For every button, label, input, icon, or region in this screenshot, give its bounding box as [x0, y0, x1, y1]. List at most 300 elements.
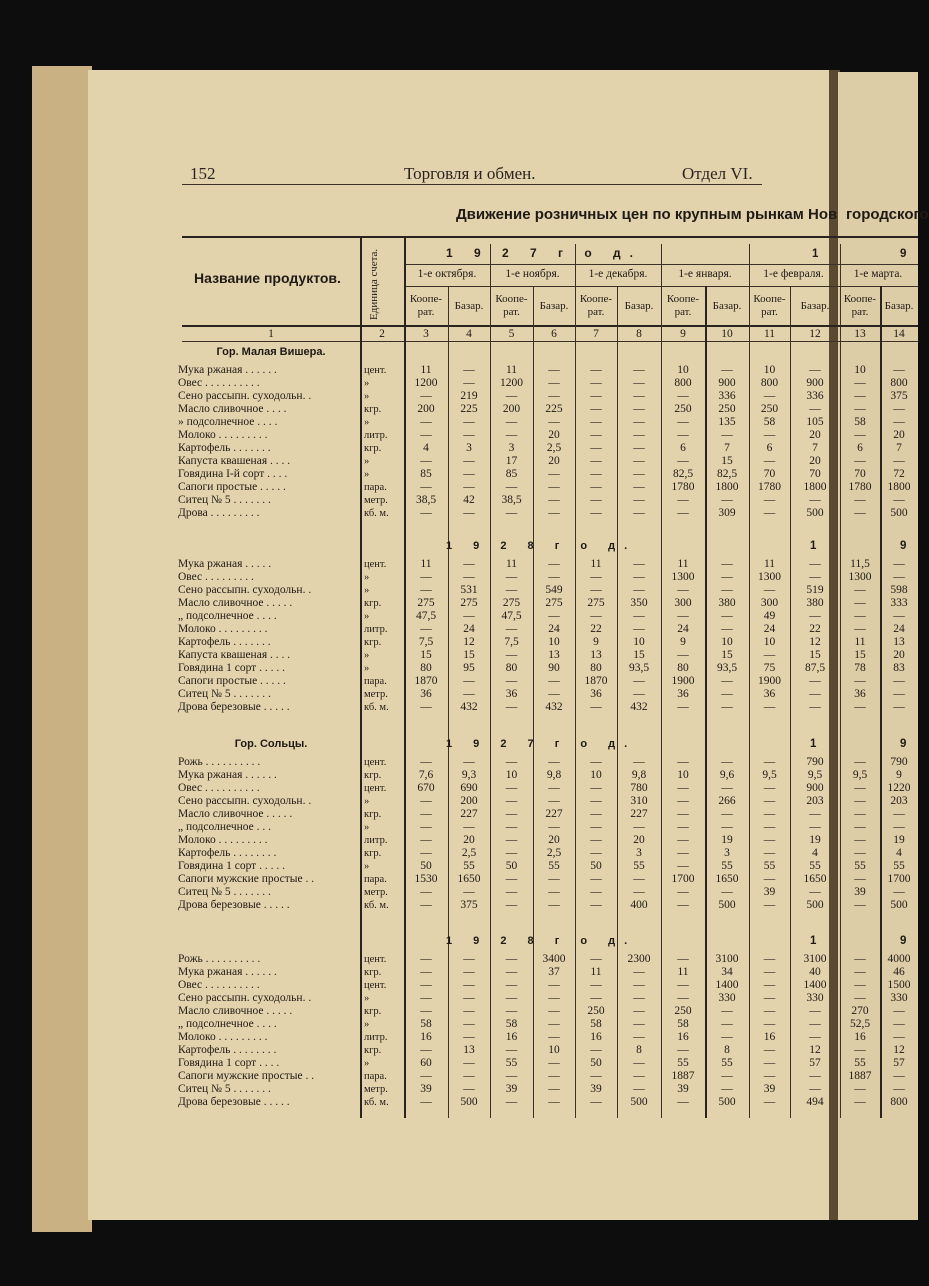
- table-cell: 330: [890, 992, 908, 1004]
- product-name: Капуста квашеная . . . .: [178, 455, 291, 467]
- table-cell: —: [420, 623, 432, 635]
- unit-cell: »: [364, 1058, 370, 1069]
- product-name: Сено рассыпн. суходольн. .: [178, 992, 312, 1004]
- table-cell: —: [763, 782, 776, 794]
- table-cell: —: [420, 571, 432, 583]
- table-cell: 80: [420, 662, 432, 674]
- table-title: Движение розничных цен по крупным рынкам Нов: [456, 206, 838, 223]
- rule-header-bottom: [182, 325, 918, 327]
- table-cell: 900: [718, 377, 736, 389]
- unit-cell: »: [364, 585, 370, 596]
- table-cell: 227: [545, 808, 563, 820]
- table-cell: 12: [809, 636, 821, 648]
- product-name: Картофель . . . . . . .: [178, 442, 271, 454]
- table-cell: —: [590, 468, 602, 480]
- table-cell: —: [763, 899, 776, 911]
- table-cell: 300: [760, 597, 779, 609]
- unit-cell: кгр.: [364, 1045, 382, 1056]
- table-cell: 3400: [542, 953, 566, 965]
- table-cell: 135: [718, 416, 736, 428]
- table-cell: —: [463, 481, 475, 493]
- product-name: Овес . . . . . . . . .: [178, 571, 254, 583]
- table-cell: 20: [463, 834, 475, 846]
- table-cell: 39: [505, 1083, 518, 1095]
- section-year-next: 9: [900, 540, 907, 552]
- table-cell: —: [463, 364, 475, 376]
- table-cell: —: [633, 1057, 645, 1069]
- table-cell: —: [677, 610, 689, 622]
- table-cell: —: [677, 992, 689, 1004]
- table-cell: 12: [809, 1044, 821, 1056]
- column-header-unit: Единица счета.: [368, 248, 380, 320]
- table-cell: 20: [893, 649, 905, 661]
- table-cell: 690: [460, 782, 478, 794]
- table-cell: 780: [630, 782, 648, 794]
- product-name: Сапоги мужские простые . .: [178, 873, 315, 885]
- month-header: 1-е декабря.: [588, 268, 648, 280]
- table-cell: —: [548, 481, 560, 493]
- table-cell: —: [633, 821, 645, 833]
- product-name: Мука ржаная . . . . .: [178, 558, 272, 570]
- table-cell: —: [633, 756, 645, 768]
- table-cell: —: [677, 795, 689, 807]
- table-cell: —: [590, 494, 602, 506]
- table-cell: 11: [505, 558, 518, 570]
- table-cell: 12: [463, 636, 475, 648]
- table-cell: —: [505, 992, 518, 1004]
- table-cell: —: [420, 847, 432, 859]
- table-cell: —: [548, 1031, 560, 1043]
- product-name: Масло сливочное . . . . .: [178, 808, 293, 820]
- table-cell: —: [854, 966, 866, 978]
- table-title-continued: городского: [846, 206, 929, 223]
- table-cell: —: [677, 701, 689, 713]
- table-cell: —: [633, 610, 645, 622]
- table-cell: 250: [760, 403, 779, 415]
- table-cell: 20: [548, 429, 560, 441]
- table-cell: —: [420, 481, 432, 493]
- table-cell: —: [763, 953, 776, 965]
- product-name: Рожь . . . . . . . . . .: [178, 953, 261, 965]
- table-cell: 60: [420, 1057, 432, 1069]
- table-cell: —: [463, 1083, 475, 1095]
- table-cell: —: [854, 494, 866, 506]
- table-cell: —: [677, 834, 689, 846]
- table-cell: —: [633, 979, 645, 991]
- table-cell: 55: [721, 1057, 733, 1069]
- table-cell: —: [633, 1083, 645, 1095]
- table-cell: —: [854, 429, 866, 441]
- unit-cell: цент.: [364, 365, 387, 376]
- table-cell: —: [548, 571, 560, 583]
- table-cell: 300: [674, 597, 692, 609]
- table-cell: —: [854, 610, 866, 622]
- table-cell: —: [463, 1018, 475, 1030]
- unit-cell: »: [364, 663, 370, 674]
- table-cell: 500: [460, 1096, 478, 1108]
- section-year: 1 9 2 8 г о д.: [446, 935, 637, 947]
- table-cell: 1650: [457, 873, 481, 885]
- table-cell: —: [633, 403, 645, 415]
- table-cell: —: [548, 494, 560, 506]
- table-cell: —: [463, 1070, 475, 1082]
- table-cell: —: [420, 992, 432, 1004]
- table-cell: 16: [854, 1031, 866, 1043]
- table-cell: —: [809, 610, 821, 622]
- table-cell: —: [548, 992, 560, 1004]
- table-cell: —: [420, 899, 432, 911]
- bazar-header: Базар.: [454, 300, 484, 312]
- table-cell: 250: [718, 403, 736, 415]
- table-cell: —: [854, 623, 866, 635]
- table-cell: 55: [893, 860, 905, 872]
- table-cell: —: [420, 390, 432, 402]
- table-cell: —: [505, 756, 518, 768]
- table-cell: 432: [545, 701, 563, 713]
- table-cell: 36: [854, 688, 866, 700]
- table-cell: 10: [677, 769, 689, 781]
- table-cell: 15: [809, 649, 821, 661]
- bazar-header: Базар.: [884, 300, 914, 312]
- month-header: 1-е января.: [678, 268, 732, 280]
- table-cell: 58: [763, 416, 776, 428]
- table-cell: 20: [893, 429, 905, 441]
- table-cell: —: [633, 992, 645, 1004]
- table-cell: —: [590, 847, 602, 859]
- table-cell: 57: [809, 1057, 821, 1069]
- table-cell: 336: [718, 390, 736, 402]
- table-cell: 55: [854, 860, 866, 872]
- table-cell: 46: [893, 966, 905, 978]
- table-cell: 83: [893, 662, 905, 674]
- table-cell: 11: [420, 558, 432, 570]
- product-name: Говядина 1 сорт . . . .: [178, 1057, 280, 1069]
- unit-cell: метр.: [364, 495, 388, 506]
- table-cell: 3100: [803, 953, 827, 965]
- table-cell: —: [633, 377, 645, 389]
- table-cell: —: [763, 507, 776, 519]
- table-cell: 9,5: [852, 769, 868, 781]
- table-cell: 13: [548, 649, 560, 661]
- table-cell: —: [590, 481, 602, 493]
- table-cell: 1200: [414, 377, 438, 389]
- table-cell: 58: [854, 416, 866, 428]
- table-cell: 1800: [887, 481, 911, 493]
- table-cell: —: [505, 953, 518, 965]
- product-name: Рожь . . . . . . . . . .: [178, 756, 261, 768]
- table-cell: 20: [548, 834, 560, 846]
- table-cell: 47,5: [415, 610, 437, 622]
- table-cell: 95: [463, 662, 475, 674]
- table-cell: 22: [590, 623, 602, 635]
- table-cell: —: [590, 416, 602, 428]
- table-cell: —: [677, 953, 689, 965]
- table-cell: 16: [420, 1031, 432, 1043]
- table-cell: —: [590, 953, 602, 965]
- table-cell: 36: [505, 688, 518, 700]
- table-cell: 227: [630, 808, 648, 820]
- coop-header: Коопе-рат.: [753, 293, 786, 318]
- table-cell: —: [548, 675, 560, 687]
- table-cell: —: [505, 649, 518, 661]
- unit-cell: »: [364, 469, 370, 480]
- table-cell: 1300: [671, 571, 695, 583]
- table-cell: —: [854, 979, 866, 991]
- table-cell: 52,5: [849, 1018, 871, 1030]
- table-cell: 227: [460, 808, 478, 820]
- table-cell: 10: [548, 636, 560, 648]
- unit-cell: кб. м.: [364, 900, 389, 911]
- unit-cell: »: [364, 391, 370, 402]
- table-cell: —: [463, 571, 475, 583]
- table-cell: —: [505, 795, 518, 807]
- table-cell: —: [893, 886, 905, 898]
- product-name: Овес . . . . . . . . . .: [178, 377, 260, 389]
- table-cell: —: [548, 468, 560, 480]
- table-cell: 9: [896, 769, 902, 781]
- table-cell: 1780: [671, 481, 695, 493]
- month-header: 1-е февраля.: [763, 268, 824, 280]
- unit-cell: цент.: [364, 783, 387, 794]
- unit-cell: цент.: [364, 980, 387, 991]
- product-name: Картофель . . . . . . . .: [178, 847, 277, 859]
- table-cell: 34: [721, 966, 733, 978]
- table-cell: 500: [806, 507, 824, 519]
- table-cell: —: [721, 558, 733, 570]
- table-cell: 250: [587, 1005, 605, 1017]
- table-cell: —: [633, 1018, 645, 1030]
- table-cell: —: [721, 756, 733, 768]
- table-cell: 310: [630, 795, 648, 807]
- table-cell: —: [548, 390, 560, 402]
- table-cell: —: [854, 377, 866, 389]
- table-cell: —: [854, 873, 866, 885]
- table-cell: —: [763, 821, 776, 833]
- table-cell: 333: [890, 597, 908, 609]
- table-cell: 9,5: [762, 769, 777, 781]
- table-cell: 800: [890, 377, 908, 389]
- table-cell: 22: [809, 623, 821, 635]
- table-cell: 10: [763, 636, 776, 648]
- table-cell: —: [893, 403, 905, 415]
- table-cell: 7: [812, 442, 818, 454]
- unit-cell: »: [364, 796, 370, 807]
- table-cell: —: [763, 808, 776, 820]
- bazar-header: Базар.: [539, 300, 569, 312]
- unit-cell: »: [364, 650, 370, 661]
- table-cell: —: [854, 1083, 866, 1095]
- table-cell: 85: [505, 468, 518, 480]
- table-cell: —: [420, 1005, 432, 1017]
- table-cell: —: [677, 979, 689, 991]
- table-cell: —: [505, 390, 518, 402]
- product-name: Картофель . . . . . . . .: [178, 1044, 277, 1056]
- table-cell: 500: [630, 1096, 648, 1108]
- table-cell: —: [633, 390, 645, 402]
- table-cell: 432: [460, 701, 478, 713]
- table-cell: —: [763, 1018, 776, 1030]
- table-cell: 6: [680, 442, 686, 454]
- section-year-part: 1: [810, 738, 817, 750]
- table-cell: —: [893, 701, 905, 713]
- table-cell: —: [590, 795, 602, 807]
- table-cell: 85: [420, 468, 432, 480]
- table-cell: 39: [763, 886, 776, 898]
- table-cell: —: [548, 979, 560, 991]
- table-cell: —: [590, 377, 602, 389]
- table-cell: 1800: [715, 481, 739, 493]
- table-cell: —: [505, 1070, 518, 1082]
- table-cell: —: [809, 1031, 821, 1043]
- table-cell: 1700: [887, 873, 911, 885]
- table-cell: —: [463, 1057, 475, 1069]
- table-cell: —: [590, 992, 602, 1004]
- unit-cell: литр.: [364, 624, 388, 635]
- table-cell: 225: [545, 403, 563, 415]
- table-cell: —: [633, 571, 645, 583]
- product-name: Сапоги простые . . . . .: [178, 675, 286, 687]
- table-cell: 70: [809, 468, 821, 480]
- table-cell: —: [633, 1031, 645, 1043]
- table-cell: —: [463, 1031, 475, 1043]
- table-cell: 200: [417, 403, 435, 415]
- table-cell: 800: [760, 377, 779, 389]
- table-cell: —: [420, 756, 432, 768]
- unit-cell: кб. м.: [364, 1097, 389, 1108]
- table-cell: —: [463, 468, 475, 480]
- column-header-year-part: 1: [812, 248, 819, 260]
- table-cell: 1700: [671, 873, 695, 885]
- table-cell: —: [763, 756, 776, 768]
- table-cell: 50: [505, 860, 518, 872]
- table-cell: —: [809, 675, 821, 687]
- column-number: 6: [551, 328, 557, 340]
- table-cell: 7: [724, 442, 730, 454]
- table-cell: —: [633, 623, 645, 635]
- table-cell: —: [854, 455, 866, 467]
- table-cell: 50: [590, 1057, 602, 1069]
- table-cell: —: [633, 429, 645, 441]
- table-cell: —: [633, 442, 645, 454]
- table-cell: —: [721, 821, 733, 833]
- table-cell: 39: [590, 1083, 602, 1095]
- table-cell: —: [854, 403, 866, 415]
- table-cell: —: [763, 1044, 776, 1056]
- table-cell: 1300: [758, 571, 781, 583]
- table-cell: —: [463, 886, 475, 898]
- table-cell: 87,5: [804, 662, 826, 674]
- table-cell: —: [763, 701, 776, 713]
- table-cell: —: [721, 584, 733, 596]
- table-cell: 1887: [848, 1070, 872, 1082]
- table-cell: 58: [505, 1018, 518, 1030]
- table-cell: 9,5: [807, 769, 823, 781]
- table-cell: 9,3: [461, 769, 477, 781]
- column-header-year-next: 9: [900, 248, 907, 260]
- product-name: Капуста квашеная . . . .: [178, 649, 291, 661]
- table-cell: —: [677, 899, 689, 911]
- table-cell: —: [548, 1057, 560, 1069]
- table-cell: —: [854, 675, 866, 687]
- table-cell: 37: [548, 966, 560, 978]
- unit-cell: кб. м.: [364, 702, 389, 713]
- unit-cell: кгр.: [364, 637, 382, 648]
- table-cell: 24: [548, 623, 560, 635]
- unit-cell: кгр.: [364, 1006, 382, 1017]
- table-cell: —: [505, 481, 518, 493]
- month-header: 1-е ноября.: [505, 268, 560, 280]
- column-header-name: Название продуктов.: [194, 270, 341, 286]
- table-cell: —: [633, 966, 645, 978]
- coop-header: Коопе-рат.: [495, 293, 528, 318]
- table-cell: —: [809, 558, 821, 570]
- table-cell: —: [893, 688, 905, 700]
- table-cell: —: [763, 1096, 776, 1108]
- table-cell: —: [721, 675, 733, 687]
- table-cell: —: [420, 701, 432, 713]
- product-name: „ подсолнечное . . . .: [178, 610, 277, 622]
- table-cell: —: [677, 455, 689, 467]
- table-cell: 72: [893, 468, 905, 480]
- table-cell: —: [505, 899, 518, 911]
- table-cell: —: [590, 610, 602, 622]
- product-name: Мука ржаная . . . . . .: [178, 364, 277, 376]
- table-cell: —: [505, 847, 518, 859]
- rule-colnums: [182, 341, 918, 342]
- table-cell: 375: [460, 899, 478, 911]
- table-cell: 55: [463, 860, 475, 872]
- table-cell: —: [854, 834, 866, 846]
- product-name: Картофель . . . . . . .: [178, 636, 271, 648]
- table-cell: 400: [630, 899, 648, 911]
- table-cell: —: [463, 416, 475, 428]
- table-cell: —: [763, 429, 776, 441]
- table-cell: 500: [890, 507, 908, 519]
- table-cell: —: [590, 899, 602, 911]
- table-cell: —: [633, 507, 645, 519]
- table-cell: —: [763, 494, 776, 506]
- table-cell: 1800: [803, 481, 827, 493]
- table-cell: —: [633, 886, 645, 898]
- table-cell: 11,5: [850, 558, 870, 570]
- table-cell: —: [420, 886, 432, 898]
- product-name: Молоко . . . . . . . . .: [178, 834, 268, 846]
- table-cell: —: [809, 1018, 821, 1030]
- table-cell: —: [854, 899, 866, 911]
- product-name: Сено рассыпн. суходольн. .: [178, 390, 312, 402]
- bazar-header: Базар.: [624, 300, 654, 312]
- table-cell: 1900: [758, 675, 781, 687]
- table-cell: 330: [806, 992, 824, 1004]
- unit-cell: кгр.: [364, 809, 382, 820]
- table-cell: —: [463, 377, 475, 389]
- product-name: » подсолнечное . . . .: [178, 416, 278, 428]
- table-cell: —: [548, 688, 560, 700]
- table-cell: 1780: [848, 481, 872, 493]
- unit-cell: »: [364, 572, 370, 583]
- unit-cell: »: [364, 378, 370, 389]
- table-cell: 20: [633, 834, 645, 846]
- table-cell: 38,5: [415, 494, 437, 506]
- section-title: Гор. Сольцы.: [234, 738, 308, 750]
- table-cell: 6: [857, 442, 863, 454]
- table-cell: —: [590, 834, 602, 846]
- section-year-part: 1: [810, 935, 817, 947]
- table-cell: —: [677, 756, 689, 768]
- table-cell: 500: [890, 899, 908, 911]
- table-cell: 55: [633, 860, 645, 872]
- table-cell: 250: [674, 403, 692, 415]
